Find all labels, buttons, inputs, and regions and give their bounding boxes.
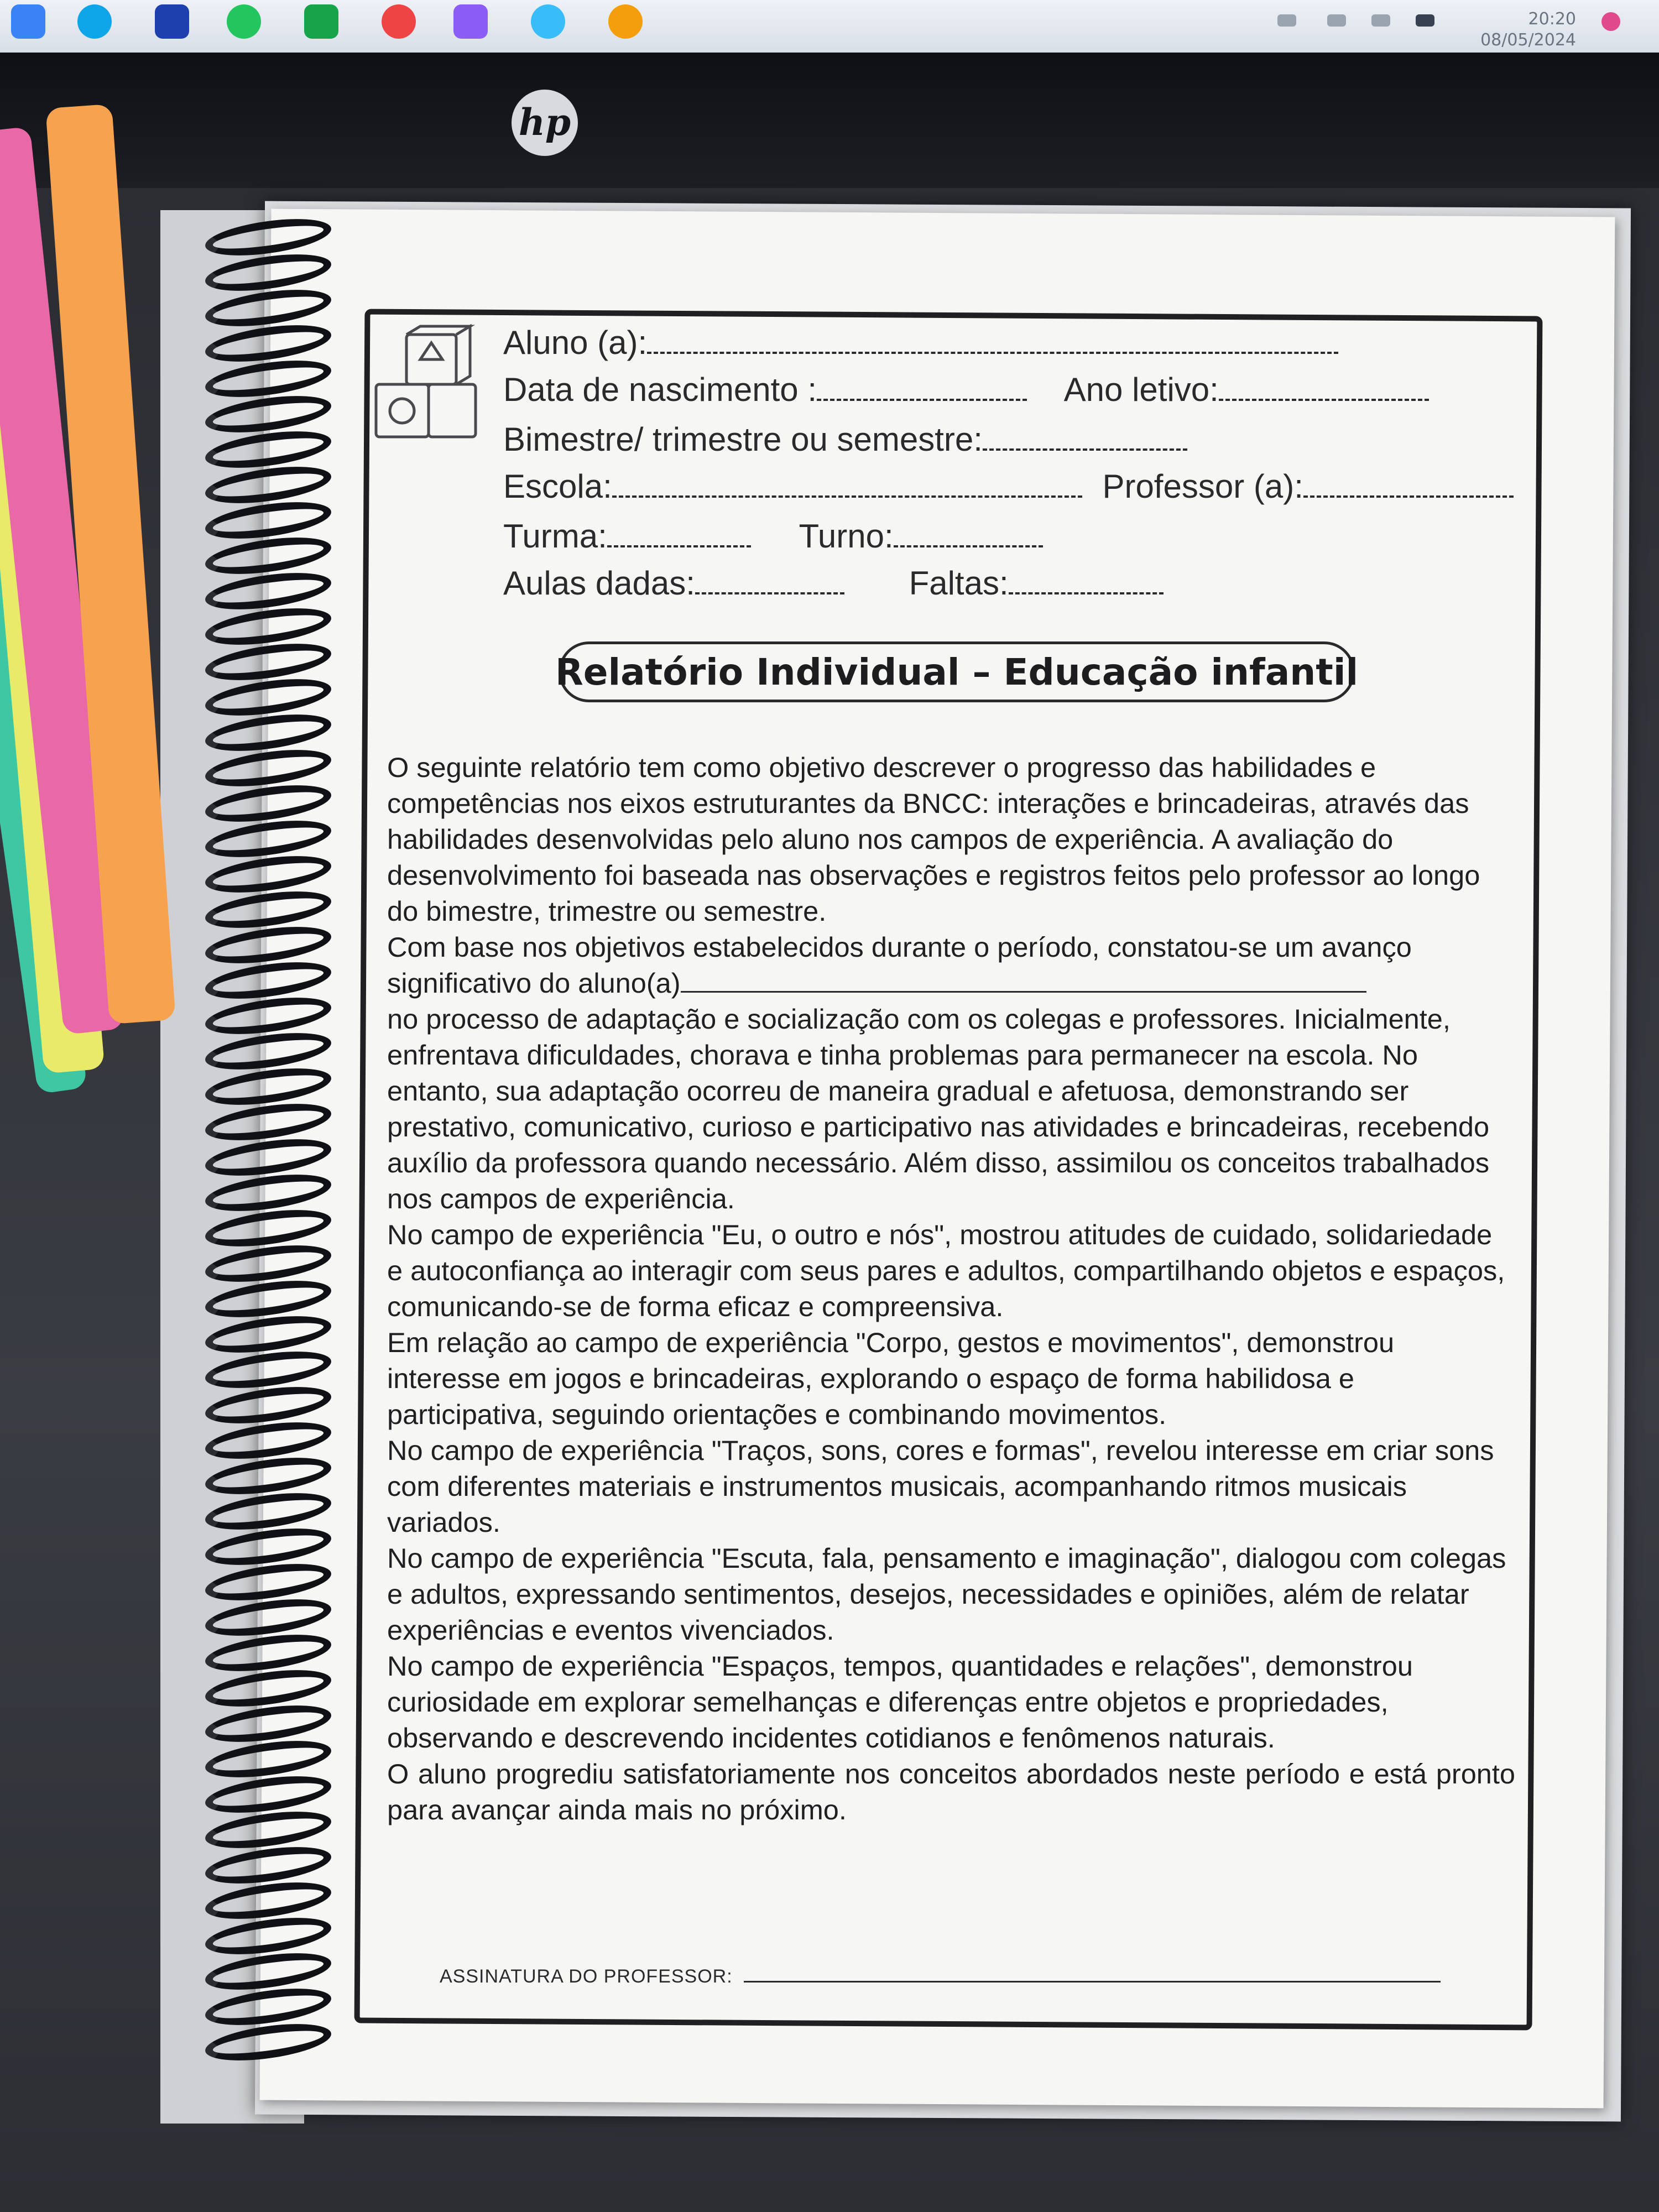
signature-input-line[interactable] xyxy=(744,1981,1441,1983)
field-aluno: Aluno (a): xyxy=(503,324,1338,362)
spiral-coil xyxy=(203,743,333,792)
turma-input-line[interactable] xyxy=(607,520,751,547)
spiral-coil xyxy=(203,1203,333,1253)
spiral-coil xyxy=(203,991,333,1040)
ano-letivo-input-line[interactable] xyxy=(1219,373,1429,401)
paragraph-progress: Com base nos objetivos estabelecidos durante o período, constatou-se um avanço significativo do aluno(a) xyxy=(387,931,1412,999)
spiral-coil xyxy=(203,531,333,580)
field-escola: Escola: Professor (a): xyxy=(503,467,1514,506)
edge-browser-icon[interactable] xyxy=(77,4,112,39)
spiral-coil xyxy=(203,1911,333,1960)
spiral-coil xyxy=(203,708,333,757)
spiral-coil xyxy=(203,354,333,403)
paragraph-espacos-tempos: No campo de experiência "Espaços, tempos, quantidades e relações", demonstrou curiosidade em explorar semelhanças e diferenças entre objetos e propriedades, observando e descrevendo incidentes cotidianos e fenômenos naturais. xyxy=(387,1650,1413,1754)
spiral-coil xyxy=(203,1663,333,1713)
whatsapp-icon[interactable] xyxy=(227,4,261,39)
aluno-input-line[interactable] xyxy=(647,326,1338,354)
spiral-coil xyxy=(203,495,333,545)
spiral-coil xyxy=(203,1274,333,1323)
spiral-coil xyxy=(203,1239,333,1288)
spiral-coil xyxy=(203,1876,333,1925)
spiral-coil xyxy=(203,1168,333,1217)
periodo-input-line[interactable] xyxy=(983,423,1187,451)
onedrive-icon[interactable] xyxy=(1277,14,1296,27)
clock-time: 20:20 xyxy=(1528,9,1576,29)
field-turma: Turma: Turno: xyxy=(503,517,1043,556)
spiral-coil xyxy=(203,1947,333,1996)
spiral-coil xyxy=(203,1522,333,1571)
spiral-coil xyxy=(203,248,333,297)
aluno-name-input-line[interactable] xyxy=(681,969,1366,993)
spiral-coil xyxy=(203,1486,333,1536)
spiral-coil xyxy=(203,1451,333,1500)
taskbar-app-icon[interactable] xyxy=(11,4,45,39)
spiral-coil xyxy=(203,425,333,474)
paragraph-eu-outro-nos: No campo de experiência "Eu, o outro e nós", mostrou atitudes de cuidado, solidariedade e autoconfiança ao interagir com seus pares e adultos, compartilhando objetos e espaços, comunicando-se de forma eficaz e compreensiva. xyxy=(387,1219,1505,1322)
battery-icon[interactable] xyxy=(1416,14,1434,27)
professor-input-line[interactable] xyxy=(1303,470,1514,498)
wifi-icon[interactable] xyxy=(1327,14,1346,27)
chrome-icon[interactable] xyxy=(382,4,416,39)
spiral-coil xyxy=(203,814,333,863)
paragraph-corpo-gestos: Em relação ao campo de experiência "Corpo, gestos e movimentos", demonstrou interesse em jogos e brincadeiras, explorando o espaço de forma habilidosa e participativa, seguindo orientações e combinando movimentos. xyxy=(387,1327,1395,1430)
field-data-nascimento: Data de nascimento : Ano letivo: xyxy=(503,371,1429,409)
spiral-coil xyxy=(203,1840,333,1890)
data-nascimento-input-line[interactable] xyxy=(817,373,1027,401)
spiral-binding xyxy=(199,221,354,2112)
spiral-coil xyxy=(203,1805,333,1854)
spiral-coil xyxy=(203,1628,333,1677)
spiral-coil xyxy=(203,1133,333,1182)
report-title: Relatório Individual – Educação infantil xyxy=(559,641,1355,702)
spiral-coil xyxy=(203,319,333,368)
onenote-icon[interactable] xyxy=(453,4,488,39)
field-professor: Professor (a): xyxy=(1102,468,1303,505)
spiral-coil xyxy=(203,779,333,828)
spiral-coil xyxy=(203,1097,333,1146)
spiral-coil xyxy=(203,1380,333,1430)
spiral-coil xyxy=(203,1734,333,1783)
meet-icon[interactable] xyxy=(304,4,338,39)
spiral-coil xyxy=(203,1770,333,1819)
system-clock[interactable] xyxy=(1480,9,1576,51)
spiral-coil xyxy=(203,1593,333,1642)
spiral-coil xyxy=(203,1345,333,1394)
field-aulas-dadas: Aulas dadas: Faltas: xyxy=(503,564,1164,603)
spiral-coil xyxy=(203,283,333,332)
photos-icon[interactable] xyxy=(608,4,643,39)
toy-blocks-icon xyxy=(368,324,484,456)
spiral-coil xyxy=(203,956,333,1005)
skype-icon[interactable] xyxy=(531,4,565,39)
spiral-coil xyxy=(203,885,333,934)
volume-icon[interactable] xyxy=(1371,14,1390,27)
paragraph-tracos-sons: No campo de experiência "Traços, sons, cores e formas", revelou interesse em criar sons com diferentes materiais e instrumentos musicais, acompanhando ritmos musicais variados. xyxy=(387,1434,1494,1538)
escola-input-line[interactable] xyxy=(612,470,1082,498)
spiral-coil xyxy=(203,920,333,969)
spiral-coil xyxy=(203,1310,333,1359)
clock-date: 08/05/2024 xyxy=(1480,30,1576,50)
field-periodo: Bimestre/ trimestre ou semestre: xyxy=(503,420,1187,459)
field-turno: Turno: xyxy=(799,518,894,555)
word-icon[interactable] xyxy=(155,4,189,39)
signature-label: ASSINATURA DO PROFESSOR: xyxy=(440,1966,733,1987)
field-ano-letivo: Ano letivo: xyxy=(1063,371,1219,408)
paragraph-adaptation: no processo de adaptação e socialização com os colegas e professores. Inicialmente, enfrentava dificuldades, chorava e tinha problemas para permanecer na escola. No entanto, sua adaptação ocorreu de maneira gradual e afetuosa, demonstrando ser prestativo, comunicativo, curioso e participativo nas atividades e brincadeiras, recebendo auxílio da professora quando necessário. Além disso, assimilou os conceitos trabalhados nos campos de experiência. xyxy=(387,1003,1490,1214)
spiral-coil xyxy=(203,2017,333,2067)
spiral-coil xyxy=(203,1557,333,1606)
notification-bell-icon[interactable] xyxy=(1601,12,1620,31)
spiral-coil xyxy=(203,849,333,899)
aulas-dadas-input-line[interactable] xyxy=(695,567,844,594)
paragraph-conclusion: O aluno progrediu satisfatoriamente nos conceitos abordados neste período e está pronto para avançar ainda mais no próximo. xyxy=(387,1758,1515,1825)
spiral-coil xyxy=(203,1699,333,1748)
faltas-input-line[interactable] xyxy=(1009,567,1164,594)
signature-area xyxy=(440,1966,1435,1987)
turno-input-line[interactable] xyxy=(894,520,1043,547)
paragraph-intro: O seguinte relatório tem como objetivo descrever o progresso das habilidades e competências nos eixos estruturantes da BNCC: interações e brincadeiras, através das habilidades desenvolvidas pelo aluno nos campos de experiência. A avaliação do desenvolvimento foi baseada nas observações e registros feitos pelo professor ao longo do bimestre, trimestre ou semestre. xyxy=(387,752,1480,927)
spiral-coil xyxy=(203,1026,333,1076)
spiral-coil xyxy=(203,637,333,686)
spiral-coil xyxy=(203,672,333,722)
laptop-bezel xyxy=(0,53,1659,196)
spiral-coil xyxy=(203,460,333,509)
field-faltas: Faltas: xyxy=(909,565,1009,602)
spiral-coil xyxy=(203,1062,333,1111)
taskbar xyxy=(0,0,1659,53)
spiral-coil xyxy=(203,602,333,651)
spiral-coil xyxy=(203,389,333,439)
spiral-coil xyxy=(203,566,333,615)
spiral-coil xyxy=(203,1982,333,2031)
hp-logo-icon: hp xyxy=(512,90,578,156)
spiral-coil xyxy=(203,1416,333,1465)
paragraph-escuta-fala: No campo de experiência "Escuta, fala, pensamento e imaginação", dialogou com colegas e adultos, expressando sentimentos, desejos, necessidades e opiniões, além de relatar experiências e eventos vivenciados. xyxy=(387,1542,1506,1646)
report-body xyxy=(387,749,1515,1828)
